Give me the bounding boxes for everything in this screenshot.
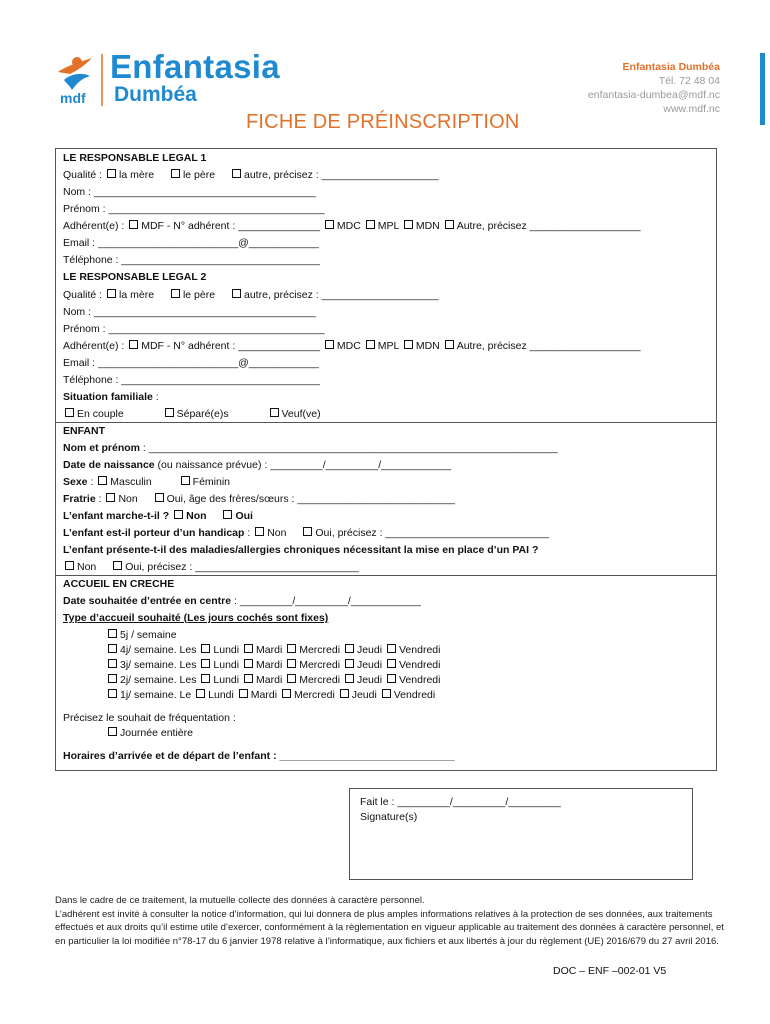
logo-brand-bottom: Dumbéa (114, 83, 197, 106)
handicap-colon: : (244, 527, 251, 539)
separe-label: Séparé(e)s (176, 408, 229, 420)
situation-colon: : (152, 391, 159, 403)
masculin-label: Masculin (110, 476, 152, 488)
resp1-title: LE RESPONSABLE LEGAL 1 (63, 152, 207, 164)
resp1-adherent-row (63, 219, 641, 233)
enfantasia-logo (54, 50, 314, 110)
enfant-ddn-row[interactable] (63, 458, 451, 472)
resp2-pere-checkbox[interactable] (171, 289, 180, 298)
separe-checkbox[interactable] (165, 408, 174, 417)
fratrie-non-checkbox[interactable] (106, 493, 115, 502)
resp1-email-field[interactable]: Email : ________________________@____________ (63, 237, 319, 249)
day-label: Jeudi (356, 674, 383, 686)
organisation-contact (588, 60, 720, 116)
resp1-autre-adh-checkbox[interactable] (445, 220, 454, 229)
enfant-nom-field[interactable]: : ______________________________________________________________________ (140, 442, 558, 454)
org-name: Enfantasia Dumbéa (622, 61, 720, 73)
resp1-autre-field[interactable]: autre, précisez : ____________________ (244, 169, 439, 181)
day-label: Vendredi (399, 644, 441, 656)
opt4-checkbox[interactable] (108, 644, 117, 653)
opt3-jeudi-checkbox[interactable] (345, 659, 354, 668)
day-label: Vendredi (399, 674, 441, 686)
accueil-date-field[interactable]: : _________/_________/____________ (231, 595, 421, 607)
couple-checkbox[interactable] (65, 408, 74, 417)
accent-bar (760, 53, 765, 125)
resp2-tel-field[interactable]: Téléphone : __________________________________ (63, 374, 320, 386)
type-accueil-label: Type d’accueil souhaité (Les jours cochés sont fixes) (63, 612, 329, 624)
opt1-mercredi-checkbox[interactable] (282, 689, 291, 698)
marche-oui-checkbox[interactable] (223, 510, 232, 519)
resp2-email-field[interactable]: Email : ________________________@____________ (63, 357, 319, 369)
day-label: Lundi (213, 659, 240, 671)
opt2-label: 2j/ semaine. Les (120, 674, 197, 686)
day-label: Vendredi (399, 659, 441, 671)
accueil-date-row[interactable] (63, 594, 421, 608)
fratrie-oui-checkbox[interactable] (155, 493, 164, 502)
opt3-row (106, 658, 440, 672)
opt4-row (106, 643, 440, 657)
day-label: Jeudi (351, 689, 377, 701)
opt5-row (106, 628, 177, 642)
resp2-nom-field[interactable]: Nom : ______________________________________ (63, 306, 316, 318)
enfant-sexe-row (63, 475, 230, 489)
handicap-non-label: Non (267, 527, 287, 539)
resp1-autre-adh-field[interactable]: Autre, précisez ___________________ (456, 220, 641, 232)
situation-label-row (63, 390, 159, 404)
opt3-vendredi-checkbox[interactable] (387, 659, 396, 668)
pai-options-row (63, 560, 359, 574)
resp1-mere-label: la mère (119, 169, 155, 181)
day-label: Lundi (213, 644, 240, 656)
journee-label: Journée entière (120, 727, 193, 739)
day-label: Lundi (208, 689, 234, 701)
org-email: enfantasia-dumbea@mdf.nc (587, 89, 720, 101)
enfant-handicap-row (63, 526, 549, 540)
opt4-mercredi-checkbox[interactable] (287, 644, 296, 653)
opt4-label: 4j/ semaine. Les (120, 644, 197, 656)
marche-non-label: Non (186, 510, 207, 522)
opt1-vendredi-checkbox[interactable] (382, 689, 391, 698)
resp1-mpl-label: MPL (377, 220, 399, 232)
opt1-label: 1j/ semaine. Le (120, 689, 192, 701)
opt2-mardi-checkbox[interactable] (244, 674, 253, 683)
resp2-pere-label: le père (182, 289, 216, 301)
day-label: Lundi (213, 674, 240, 686)
opt2-mercredi-checkbox[interactable] (287, 674, 296, 683)
signature-box[interactable] (349, 788, 693, 880)
day-label: Mercredi (299, 674, 341, 686)
logo-brand-top: Enfantasia (110, 48, 280, 85)
opt2-checkbox[interactable] (108, 674, 117, 683)
day-label: Mardi (256, 644, 283, 656)
opt4-lundi-checkbox[interactable] (201, 644, 210, 653)
veuf-label: Veuf(ve) (281, 408, 321, 420)
opt4-jeudi-checkbox[interactable] (345, 644, 354, 653)
resp2-mpl-label: MPL (377, 340, 399, 352)
handicap-non-checkbox[interactable] (255, 527, 264, 536)
situation-options-row (63, 407, 321, 421)
resp2-mere-label: la mère (119, 289, 155, 301)
resp2-mpl-checkbox[interactable] (366, 340, 375, 349)
logo-mark-text: mdf (60, 90, 86, 106)
pai-oui-field[interactable]: Oui, précisez : ____________________________ (125, 561, 359, 573)
resp2-mdn-label: MDN (415, 340, 440, 352)
opt1-row (106, 688, 435, 702)
resp2-qualite-label: Qualité : (63, 289, 103, 301)
horaires-field[interactable]: Horaires d’arrivée et de départ de l’enfant : ______________________________ (63, 750, 455, 762)
journee-checkbox[interactable] (108, 727, 117, 736)
enfant-title: ENFANT (63, 425, 105, 437)
opt3-lundi-checkbox[interactable] (201, 659, 210, 668)
opt1-checkbox[interactable] (108, 689, 117, 698)
resp2-autre-adh-field[interactable]: Autre, précisez ___________________ (456, 340, 641, 352)
handicap-oui-field[interactable]: Oui, précisez : ____________________________ (315, 527, 549, 539)
resp2-mere-checkbox[interactable] (107, 289, 116, 298)
resp2-prenom-field[interactable]: Prénom : _____________________________________ (63, 323, 325, 335)
resp1-mdf-field[interactable]: MDF - N° adhérent : ______________ (141, 220, 320, 232)
opt2-lundi-checkbox[interactable] (201, 674, 210, 683)
resp1-mdn-label: MDN (415, 220, 440, 232)
handicap-label: L’enfant est-il porteur d’un handicap (63, 527, 245, 539)
day-label: Mercredi (299, 659, 341, 671)
feminin-label: Féminin (192, 476, 231, 488)
day-label: Jeudi (356, 659, 383, 671)
resp1-nom-field[interactable]: Nom : ______________________________________ (63, 186, 316, 198)
opt4-vendredi-checkbox[interactable] (387, 644, 396, 653)
pai-question: L’enfant présente-t-il des maladies/allergies chroniques nécessitant la mise en place d’un PAI ? (63, 544, 539, 556)
handicap-oui-checkbox[interactable] (303, 527, 312, 536)
day-label: Mardi (256, 674, 283, 686)
enfant-ddn-field[interactable]: (ou naissance prévue) : _________/_________/____________ (154, 459, 452, 471)
opt2-jeudi-checkbox[interactable] (345, 674, 354, 683)
fratrie-non-label: Non (118, 493, 138, 505)
pai-non-label: Non (77, 561, 97, 573)
resp2-mdn-checkbox[interactable] (404, 340, 413, 349)
resp2-adherent-row (63, 339, 641, 353)
enfant-nom-label: Nom et prénom (63, 442, 141, 454)
document-reference: DOC – ENF –002-01 V5 (553, 965, 667, 977)
accueil-date-label: Date souhaitée d’entrée en centre (63, 595, 232, 607)
resp1-autre-checkbox[interactable] (232, 169, 241, 178)
day-label: Mercredi (299, 644, 341, 656)
masculin-checkbox[interactable] (98, 476, 107, 485)
journee-row (106, 726, 193, 740)
enfant-marche-row (63, 509, 253, 523)
opt3-label: 3j/ semaine. Les (120, 659, 197, 671)
resp2-mdc-checkbox[interactable] (325, 340, 334, 349)
couple-label: En couple (77, 408, 124, 420)
enfant-nom-row[interactable] (63, 441, 558, 455)
opt3-mardi-checkbox[interactable] (244, 659, 253, 668)
resp2-mdc-label: MDC (336, 340, 361, 352)
situation-label: Situation familiale (63, 391, 153, 403)
opt1-jeudi-checkbox[interactable] (340, 689, 349, 698)
marche-non-checkbox[interactable] (174, 510, 183, 519)
opt2-row (106, 673, 440, 687)
day-label: Mercredi (293, 689, 335, 701)
veuf-checkbox[interactable] (270, 408, 279, 417)
section-divider (56, 422, 716, 423)
marche-label: L’enfant marche-t-il ? (63, 510, 170, 522)
resp2-title: LE RESPONSABLE LEGAL 2 (63, 271, 207, 283)
fait-le-field[interactable]: Fait le : _________/_________/_________ (360, 796, 561, 808)
resp2-autre-adh-checkbox[interactable] (445, 340, 454, 349)
opt2-vendredi-checkbox[interactable] (387, 674, 396, 683)
day-label: Mardi (250, 689, 278, 701)
resp1-mpl-checkbox[interactable] (366, 220, 375, 229)
pai-oui-checkbox[interactable] (113, 561, 122, 570)
feminin-checkbox[interactable] (181, 476, 190, 485)
resp1-qualite-label: Qualité : (63, 169, 103, 181)
opt5-checkbox[interactable] (108, 629, 117, 638)
opt1-lundi-checkbox[interactable] (196, 689, 205, 698)
resp2-mdf-checkbox[interactable] (129, 340, 138, 349)
marche-oui-label: Oui (235, 510, 253, 522)
preinscription-form (55, 148, 717, 771)
resp2-autre-field[interactable]: autre, précisez : ____________________ (244, 289, 439, 301)
signatures-label: Signature(s) (360, 811, 418, 823)
frequentation-label: Précisez le souhait de fréquentation : (63, 712, 236, 724)
resp1-tel-field[interactable]: Téléphone : __________________________________ (63, 254, 320, 266)
resp1-mdn-checkbox[interactable] (404, 220, 413, 229)
day-label: Mardi (256, 659, 283, 671)
org-phone: Tél. 72 48 04 (658, 75, 720, 87)
day-label: Jeudi (356, 644, 383, 656)
resp1-mdc-label: MDC (336, 220, 361, 232)
opt3-mercredi-checkbox[interactable] (287, 659, 296, 668)
opt5-label: 5j / semaine (120, 629, 177, 641)
fratrie-colon: : (95, 493, 102, 505)
resp1-mdf-checkbox[interactable] (129, 220, 138, 229)
pai-non-checkbox[interactable] (65, 561, 74, 570)
resp2-adherent-label: Adhérent(e) : (63, 340, 125, 352)
sexe-colon: : (87, 476, 94, 488)
enfant-fratrie-row (63, 492, 455, 506)
opt4-mardi-checkbox[interactable] (244, 644, 253, 653)
legal-notice (55, 894, 725, 948)
org-website: www.mdf.nc (663, 103, 720, 115)
sexe-label: Sexe (63, 476, 88, 488)
resp1-qualite-row (63, 168, 438, 182)
legal-notice-line2: L’adhérent est invité à consulter la notice d’information, qui lui donnera de plus amples informations relatives à la protection de ses données, aux traitements effectués et aux droits qu’il estime utile d’exercer, conformément à la règlementation en vigueur applicable au traitement des données à caractère personnel, et en particulier la loi modifiée n°78-17 du 6 janvier 1978 relative à l’informatique, aux fichiers et aux libertés à jour du règlement (UE) 2016/679 du 27 avril 2016. (55, 908, 724, 947)
resp2-mdf-field[interactable]: MDF - N° adhérent : ______________ (141, 340, 320, 352)
section-divider (56, 575, 716, 576)
resp1-prenom-field[interactable]: Prénom : _____________________________________ (63, 203, 325, 215)
document-title: FICHE DE PRÉINSCRIPTION (246, 111, 520, 133)
resp1-adherent-label: Adhérent(e) : (63, 220, 125, 232)
day-label: Vendredi (393, 689, 436, 701)
resp1-pere-label: le père (182, 169, 216, 181)
fratrie-oui-field[interactable]: Oui, âge des frères/sœurs : ___________________________ (166, 493, 456, 505)
resp2-qualite-row (63, 288, 438, 302)
resp1-pere-checkbox[interactable] (171, 169, 180, 178)
legal-notice-line1: Dans le cadre de ce traitement, la mutuelle collecte des données à caractère personnel. (55, 895, 425, 906)
fratrie-label: Fratrie (63, 493, 96, 505)
opt3-checkbox[interactable] (108, 659, 117, 668)
resp2-autre-checkbox[interactable] (232, 289, 241, 298)
accueil-title: ACCUEIL EN CRECHE (63, 578, 175, 590)
opt1-mardi-checkbox[interactable] (239, 689, 248, 698)
resp1-mere-checkbox[interactable] (107, 169, 116, 178)
enfant-ddn-label: Date de naissance (63, 459, 155, 471)
resp1-mdc-checkbox[interactable] (325, 220, 334, 229)
